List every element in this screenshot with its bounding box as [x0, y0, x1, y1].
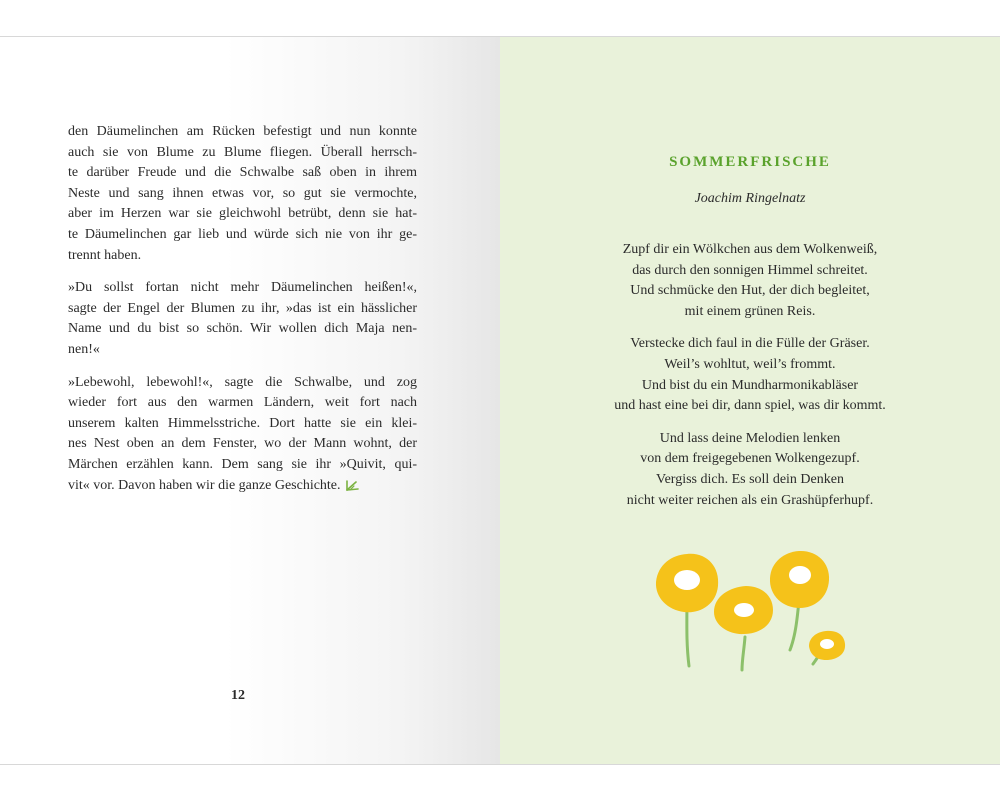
verse-line: von dem freigegebenen Wolkengezupf. [640, 451, 860, 467]
verse-line: das durch den sonnigen Himmel schreitet. [632, 262, 868, 278]
grass-sprig-icon [345, 478, 359, 499]
text-line: te darüber Freude und die Schwalbe saß oben in ihrem [68, 165, 417, 181]
text-line: nes Nest oben an dem Fenster, wo der Mann wohnt, der [68, 436, 417, 452]
verse-line: nicht weiter reichen als ein Grashüpferhupf. [626, 492, 874, 508]
text-line-final [68, 476, 417, 499]
stanza-3 [500, 429, 1000, 511]
poem-body [500, 240, 1000, 523]
text-line: Neste und sang ihnen etwas vor, so gut sie vermochte, [68, 185, 417, 201]
right-page [500, 36, 1000, 765]
text-line: trennt haben. [68, 247, 142, 263]
verse-line: Vergiss dich. Es soll dein Denken [656, 471, 844, 487]
verse-line: Verstecke dich faul in die Fülle der Gräser. [630, 336, 870, 352]
text-line: te Däumelinchen gar lieb und würde sich nie von ihr ge- [68, 226, 417, 242]
verse-line: Weil’s wohltut, weil’s frommt. [664, 356, 836, 372]
text-line: Märchen erzählen kann. Dem sang sie ihr »Quivit, qui- [68, 456, 417, 472]
yellow-flowers-illustration [650, 542, 850, 672]
story-text [68, 122, 417, 510]
paragraph-3 [68, 373, 417, 499]
text-line: »Lebewohl, lebewohl!«, sagte die Schwalbe, und zog [68, 374, 417, 390]
text-line: Name und du bist so schön. Wir wollen dich Maja nen- [68, 321, 417, 337]
page-number: 12 [231, 688, 245, 703]
verse-line: Und lass deine Melodien lenken [659, 430, 841, 446]
text-line: unserem kalten Himmelsstriche. Dort hatte sie ein klei- [68, 415, 417, 431]
verse-line: und hast eine bei dir, dann spiel, was dir kommt. [614, 398, 886, 414]
stanza-2 [500, 334, 1000, 416]
left-page [0, 36, 500, 765]
text-line: sagte der Engel der Blumen zu ihr, »das ist ein hässlicher [68, 300, 417, 316]
text-line: auch sie von Blume zu Blume fliegen. Überall herrsch- [68, 144, 417, 160]
text-line: nen!« [68, 341, 100, 357]
book-spread [0, 36, 1000, 763]
verse-line: Zupf dir ein Wölkchen aus dem Wolkenweiß, [622, 242, 878, 257]
stanza-1 [500, 240, 1000, 322]
text-line: vit« vor. Davon haben wir die ganze Geschichte. [68, 477, 341, 493]
poem-title: SOMMERFRISCHE [669, 154, 831, 170]
text-line: wieder fort aus den warmen Ländern, weit fort nach [68, 395, 417, 411]
poem-author: Joachim Ringelnatz [694, 191, 806, 206]
verse-line: Und bist du ein Mundharmonikabläser [641, 377, 859, 393]
verse-line: Und schmücke den Hut, der dich begleitet, [630, 283, 870, 299]
text-line: aber im Herzen war sie gleichwohl betrübt, denn sie hat- [68, 206, 417, 222]
paragraph-2 [68, 278, 417, 360]
verse-line: mit einem grünen Reis. [684, 303, 816, 319]
text-line: den Däumelinchen am Rücken befestigt und nun konnte [68, 124, 417, 139]
paragraph-1 [68, 122, 417, 266]
text-line: »Du sollst fortan nicht mehr Däumelinchen heißen!«, [68, 280, 417, 296]
